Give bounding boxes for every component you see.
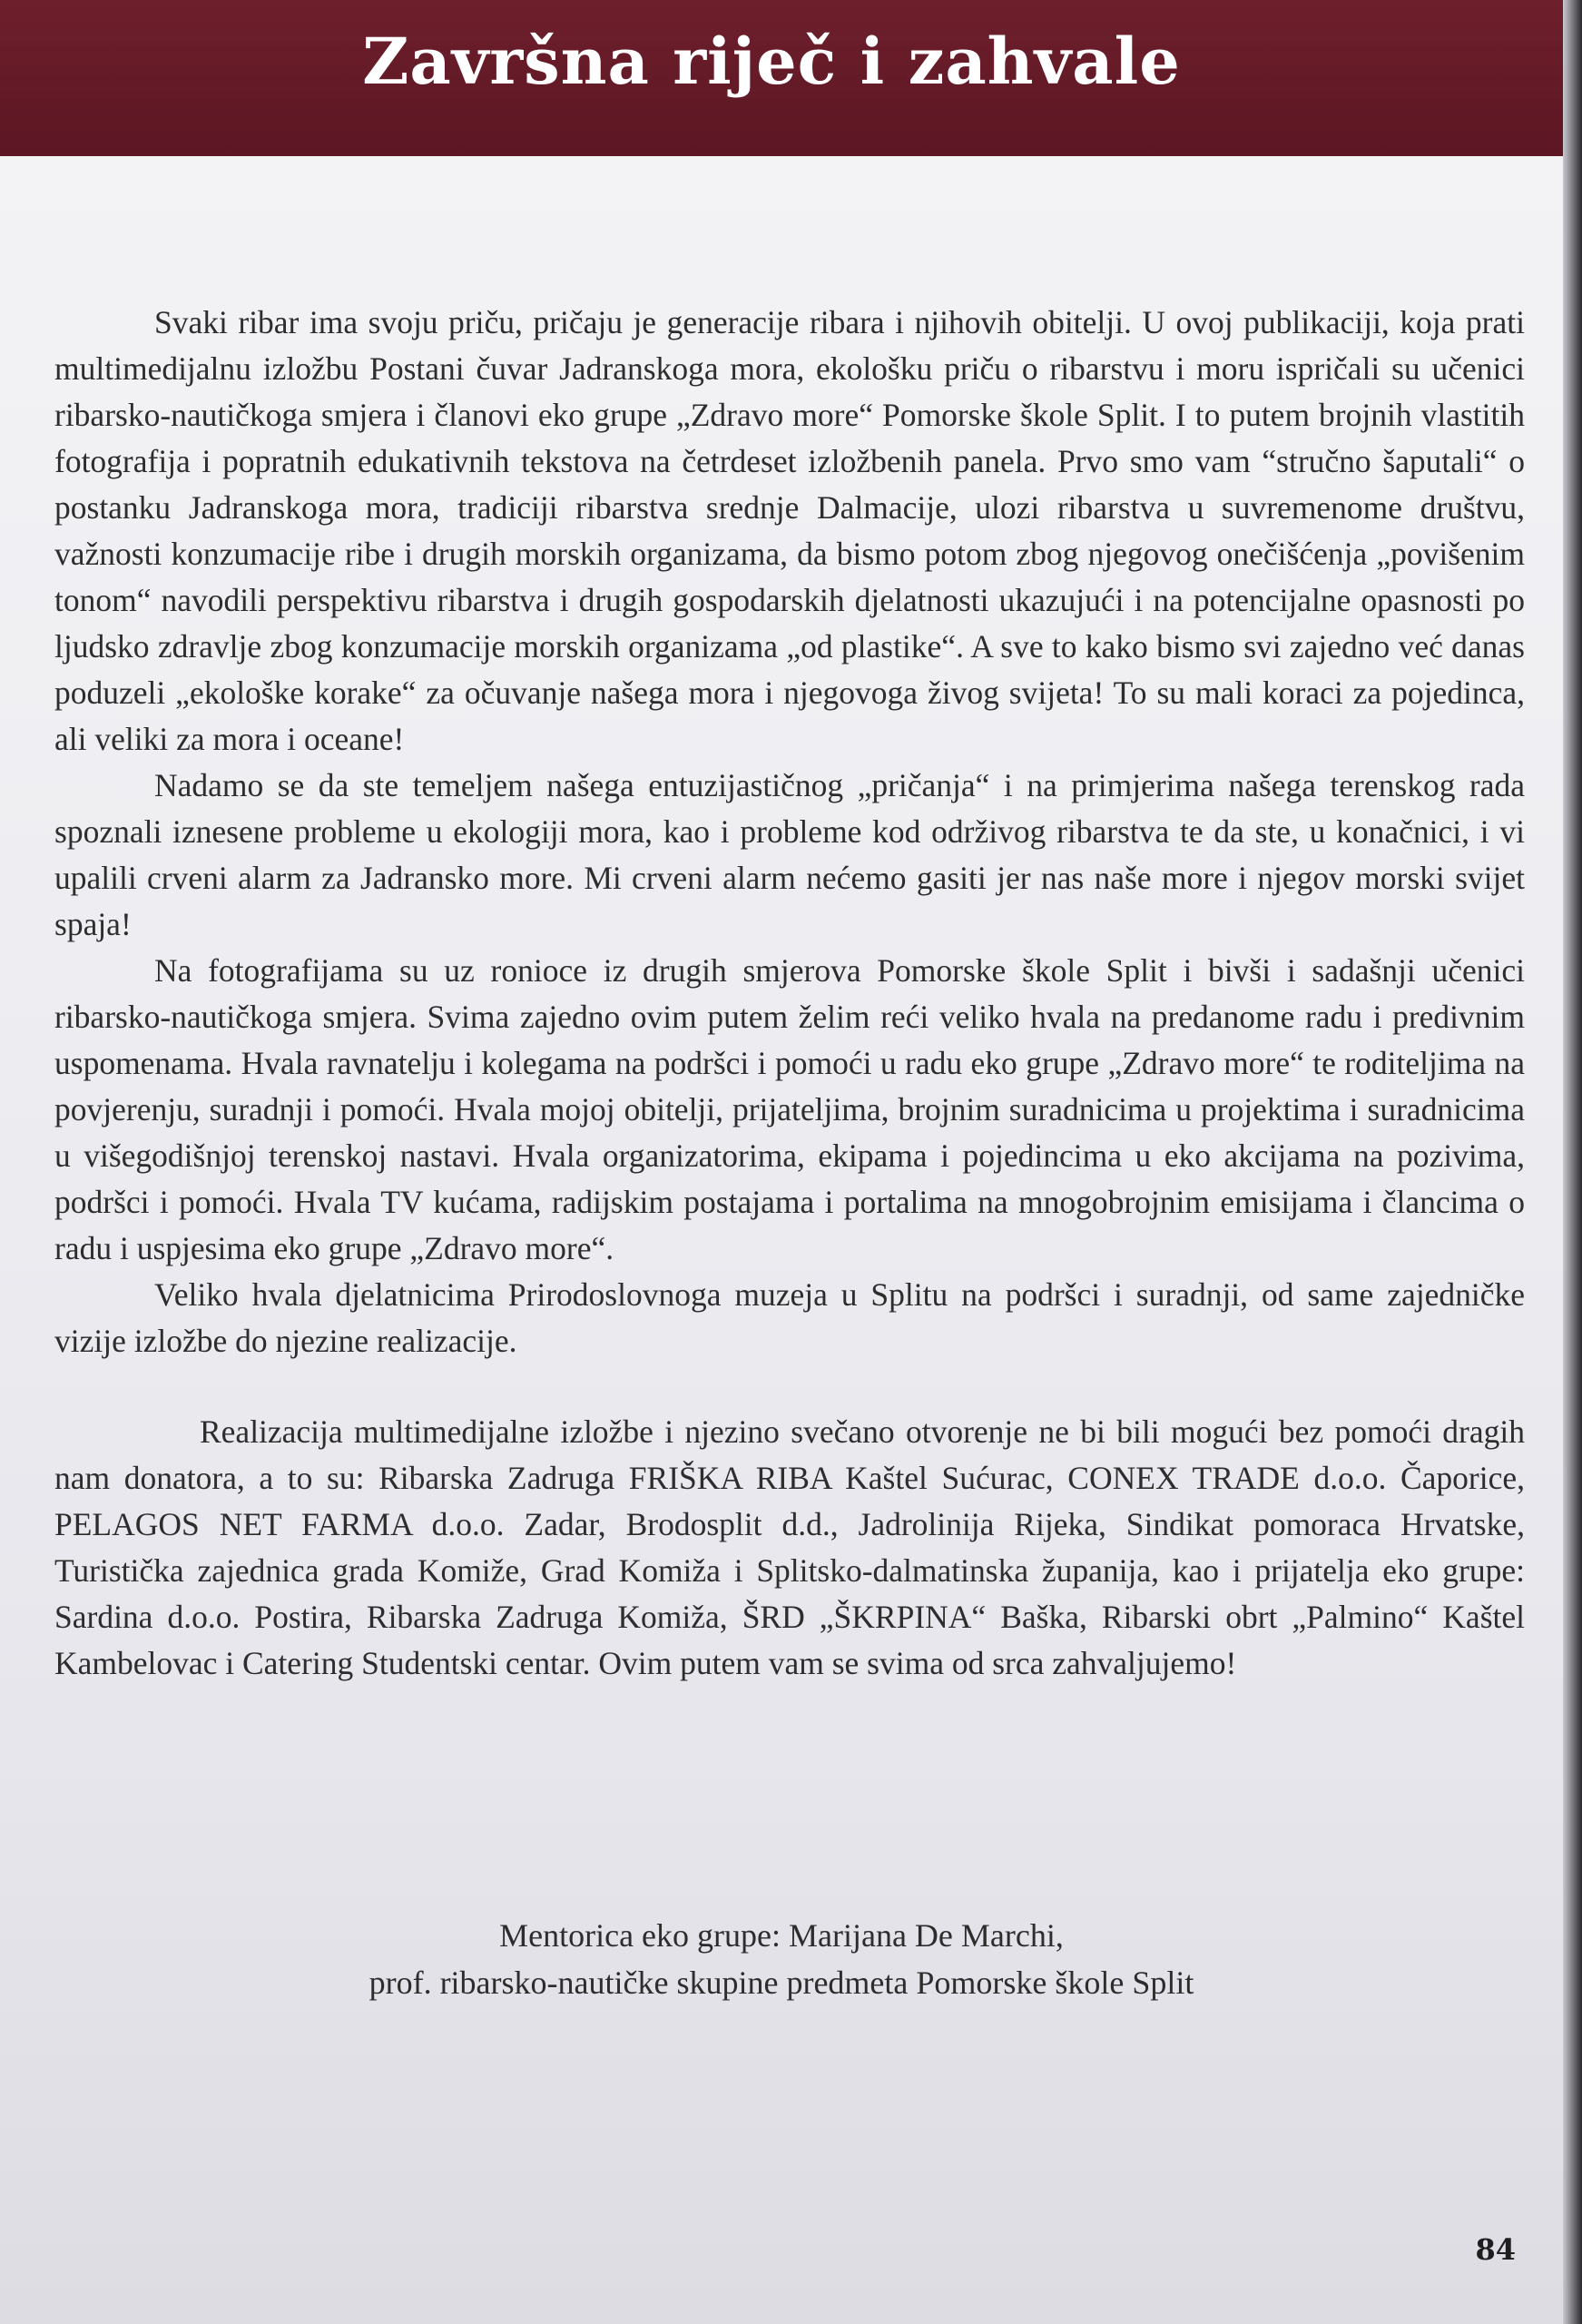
paragraph-museum: Veliko hvala djelatnicima Prirodoslovnoga muzeja u Splitu na podršci i suradnji, od same zajedničke vizije izložbe do njezine realizacije. bbox=[54, 1276, 1525, 1359]
signature bbox=[0, 1912, 1563, 2006]
paragraph-thanks: Na fotografijama su uz ronioce iz drugih smjerova Pomorske škole Split i bivši i sadašnji učenici ribarsko-nautičkoga smjera. Svima zajedno ovim putem želim reći veliko hvala na predanome radu i predivnim uspomenama. Hvala ravnatelju i kolegama na podršci i pomoći u radu eko grupe „Zdravo more“ te roditeljima na povjerenju, suradnji i pomoći. Hvala mojoj obitelji, prijateljima, brojnim suradnicima u projektima i suradnicima u višegodišnjoj terenskoj nastavi. Hvala organizatorima, ekipama i pojedincima u eko akcijama na pozivima, podršci i pomoći. Hvala TV kućama, radijskim postajama i portalima na mnogobrojnim emisijama i člancima o radu i uspjesima eko grupe „Zdravo more“. bbox=[54, 952, 1525, 1266]
paragraph-intro: Svaki ribar ima svoju priču, pričaju je generacije ribara i njihovih obitelji. U ovoj publikaciji, koja prati multimedijalnu izložbu Postani čuvar Jadranskoga mora, ekološku priču o ribarstvu i moru ispričali su učenici ribarsko-nautičkoga smjera i članovi eko grupe „Zdravo more“ Pomorske škole Split. I to putem brojnih vlastitih fotografija i popratnih edukativnih tekstova na četrdeset izložbenih panela. Prvo smo vam “stručno šaputali“ o postanku Jadranskoga mora, tradiciji ribarstva srednje Dalmacije, ulozi ribarstva u suvremenome društvu, važnosti konzumacije ribe i drugih morskih organizama, da bismo potom zbog njegovog onečišćenja „povišenim tonom“ navodili perspektivu ribarstva i drugih gospodarskih djelatnosti ukazujući i na potencijalne opasnosti po ljudsko zdravlje zbog konzumacije morskih organizama „od plastike“. A sve to kako bismo svi zajedno već danas poduzeli „ekološke korake“ za očuvanje našega mora i njegovoga živog svijeta! To su mali koraci za pojedinca, ali veliki za mora i oceane! bbox=[54, 304, 1525, 757]
page-title: Završna riječ i zahvale bbox=[362, 24, 1181, 99]
paragraph-donors: Realizacija multimedijalne izložbe i njezino svečano otvorenje ne bi bili mogući bez pomoći dragih nam donatora, a to su: Ribarska Zadruga FRIŠKA RIBA Kaštel Sućurac, CONEX TRADE d.o.o. Čaporice, PELAGOS NET FARMA d.o.o. Zadar, Brodosplit d.d., Jadrolinija Rijeka, Sindikat pomoraca Hrvatske, Turistička zajednica grada Komiže, Grad Komiža i Splitsko-dalmatinska županija, kao i prijatelja eko grupe: Sardina d.o.o. Postira, Ribarska Zadruga Komiža, ŠRD „ŠKRPINA“ Baška, Ribarski obrt „Palmino“ Kaštel Kambelovac i Catering Studentski centar. Ovim putem vam se svima od srca zahvaljujemo! bbox=[54, 1413, 1525, 1681]
body-text bbox=[54, 300, 1525, 1687]
page-number: 84 bbox=[1475, 2232, 1516, 2267]
page-edge bbox=[1563, 0, 1582, 2324]
header-band bbox=[0, 0, 1563, 156]
paragraph-hope: Nadamo se da ste temeljem našega entuzijastičnog „pričanja“ i na primjerima našega terenskog rada spoznali iznesene probleme u ekologiji mora, kao i probleme kod održivog ribarstva te da ste, u konačnici, i vi upalili crveni alarm za Jadransko more. Mi crveni alarm nećemo gasiti jer nas naše more i njegov morski svijet spaja! bbox=[54, 767, 1525, 942]
signature-name: Mentorica eko grupe: Marijana De Marchi, bbox=[499, 1917, 1064, 1954]
signature-title: prof. ribarsko-nautičke skupine predmeta Pomorske škole Split bbox=[368, 1965, 1194, 2001]
